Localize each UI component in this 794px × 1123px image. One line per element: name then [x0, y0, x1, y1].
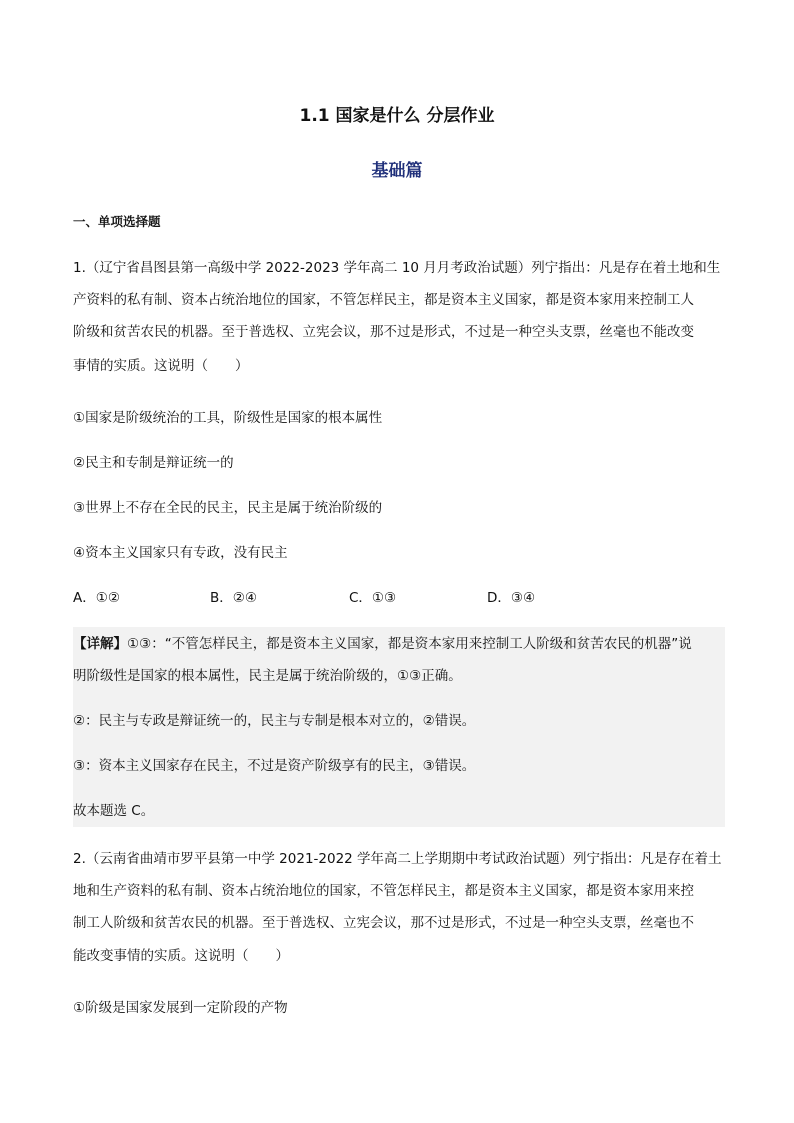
q1-choice-d[interactable]: D．③④: [487, 590, 536, 606]
q1-stem-line: 阶级和贫苦农民的机器。至于普选权、立宪会议，那不过是形式，不过是一种空头支票，丝毫也不能改变: [73, 324, 694, 340]
q2-stem-line: 2.（云南省曲靖市罗平县第一中学 2021-2022 学年高二上学期期中考试政治试题）列宁指出：凡是存在着土: [73, 851, 722, 867]
q2-stem-line: 能改变事情的实质。这说明（ ）: [73, 948, 289, 964]
q1-choice-a[interactable]: A．①②: [73, 590, 120, 606]
q1-answer-choices: [73, 587, 673, 609]
q1-choice-c[interactable]: C．①③: [349, 590, 397, 606]
q2-stem-line: 地和生产资料的私有制、资本占统治地位的国家，不管怎样民主，都是资本主义国家，都是资本家用来控: [73, 883, 694, 899]
q2-statement: ①阶级是国家发展到一定阶段的产物: [73, 1000, 288, 1016]
q1-answer-conclusion: 故本题选 C。: [73, 803, 155, 819]
q1-stem-line: 产资料的私有制、资本占统治地位的国家，不管怎样民主，都是资本主义国家，都是资本家用来控制工人: [73, 292, 694, 308]
q2-stem-line: 制工人阶级和贫苦农民的机器。至于普选权、立宪会议，那不过是形式，不过是一种空头支票，丝毫也不: [73, 915, 694, 931]
q1-explanation-line: ②：民主与专政是辩证统一的，民主与专制是根本对立的，②错误。: [73, 713, 476, 729]
explanation-text: ①③：“不管怎样民主，都是资本主义国家，都是资本家用来控制工人阶级和贫苦农民的机器”说: [127, 636, 692, 652]
question-type-heading: 一、单项选择题: [73, 214, 161, 229]
q1-stem-line: 事情的实质。这说明（ ）: [73, 358, 249, 374]
q1-explanation-box: [73, 627, 725, 827]
q1-choice-b[interactable]: B．②④: [210, 590, 257, 606]
document-title: 1.1 国家是什么 分层作业: [299, 106, 495, 126]
q1-explanation-line: ③：资本主义国家存在民主，不过是资产阶级享有的民主，③错误。: [73, 758, 476, 774]
q1-explanation-line: [73, 633, 725, 655]
q1-statement: ①国家是阶级统治的工具，阶级性是国家的根本属性: [73, 410, 383, 426]
q1-stem-line: 1.（辽宁省昌图县第一高级中学 2022-2023 学年高二 10 月月考政治试题）列宁指出：凡是存在着土地和生: [73, 260, 721, 276]
q1-statement: ②民主和专制是辩证统一的: [73, 455, 234, 471]
section-subtitle: 基础篇: [371, 161, 423, 181]
q1-explanation-line: 明阶级性是国家的根本属性，民主是属于统治阶级的，①③正确。: [73, 668, 462, 684]
q1-statement: ③世界上不存在全民的民主，民主是属于统治阶级的: [73, 500, 383, 516]
explanation-label: 【详解】: [73, 636, 127, 652]
q1-statement: ④资本主义国家只有专政，没有民主: [73, 545, 288, 561]
